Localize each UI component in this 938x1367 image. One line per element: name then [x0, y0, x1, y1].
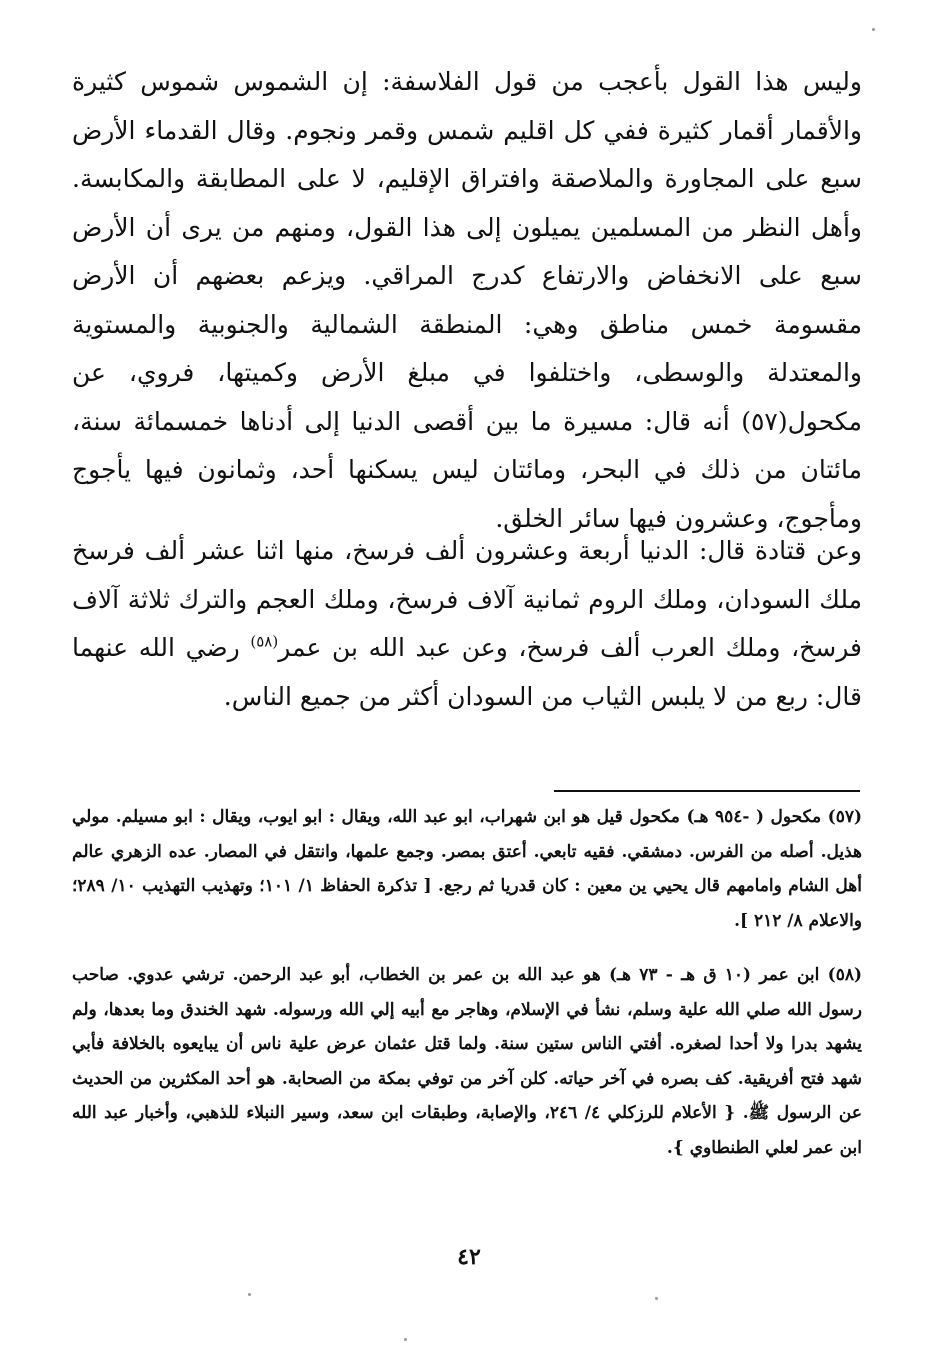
- body-paragraph-1: وليس هذا القول بأعجب من قول الفلاسفة: إن الشموس شموس كثيرة والأقمار أقمار كثيرة ففي كل اقليم شمس وقمر ونجوم. وقال القدماء الأرض سبع على المجاورة والملاصقة وافتراق الإقليم، لا على المطابقة والمكابسة. وأهل النظر من المسلمين يميلون إلى هذا القول، ومنهم من يرى أن الأرض سبع على الانخفاض والارتفاع كدرج المراقي. ويزعم بعضهم أن الأرض مقسومة خمس مناطق وهي: المنطقة الشمالية والجنوبية والمستوية والمعتدلة والوسطى، واختلفوا في مبلغ الأرض وكميتها، فروي، عن مكحول(٥٧) أنه قال: مسيرة ما بين أقصى الدنيا إلى أدناها خمسمائة سنة، مائتان من ذلك في البحر، ومائتان ليس يسكنها أحد، وثمانون فيها يأجوج ومأجوج، وعشرون فيها سائر الخلق.: [72, 67, 862, 533]
- scan-speck: [404, 1338, 407, 1341]
- page-number: ٤٢: [457, 1244, 481, 1270]
- footnote-58: (٥٨) ابن عمر (١٠ ق هـ - ٧٣ هـ) هو عبد الله بن عمر بن الخطاب، أبو عبد الرحمن. ترشي عدوي. صاحب رسول الله صلي الله علية وسلم، نشأ في الإسلام، وهاجر مع أبيه إلي الله ورسوله. شهد الخندق وما بعدها، ولم يشهد بدرا ولا أحدا لصغره. أفتي الناس ستين سنة. ولما قتل عثمان عرض علية ناس أن يبايعوه بالخلافة فأبي شهد فتح أفريقية. كف بصره في آخر حياته. كلن آخر من توفي بمكة من الصحابة. هو أحد المكثرين من الحديث عن الرسول ﷺ. { الأعلام للرزكلي ٤/ ٢٤٦، والإصابة، وطبقات ابن سعد، وسير النبلاء للذهبي، وأخبار عبد الله ابن عمر لعلي الطنطاوي }.: [72, 965, 863, 1158]
- footnote-57: (٥٧) مكحول ( -٩٥٤ هـ) مكحول قيل هو ابن شهراب، ابو عبد الله، ويقال : ابو ايوب، ويقال : ابو مسيلم. مولي هذيل. أصله من الفرس. دمشقي. فقيه تابعي. أعتق بمصر. وجمع علمها، وانتقل في المصار. عده الزهري عالم أهل الشام وامامهم قال يحيي ين معين : كان قدريا ثم رجع. [ تذكرة الحفاظ ١/ ١٠١؛ وتهذيب التهذيب ١٠/ ٢٨٩؛ والاعلام ٨/ ٢١٢ ].: [72, 807, 863, 931]
- scan-speck: [248, 1293, 251, 1296]
- footnote-separator: [554, 790, 860, 792]
- scan-speck: [655, 1297, 658, 1300]
- body-paragraph-2: [72, 527, 862, 721]
- scan-speck: [872, 28, 875, 31]
- paragraph-2-text-end: رضي الله عنهما قال: ربع من لا يلبس الثياب من السودان أكثر من جميع الناس.: [72, 633, 862, 711]
- paragraph-2-text-start: وعن قتادة قال: الدنيا أربعة وعشرون ألف فرسخ، منها اثنا عشر ألف فرسخ ملك السودان، وملك الروم ثمانية آلاف فرسخ، وملك العجم والترك ثلاثة آلاف فرسخ، وملك العرب ألف فرسخ، وعن عبد الله بن عمر: [72, 536, 862, 662]
- footnote-reference-58: (٥٨): [250, 632, 279, 651]
